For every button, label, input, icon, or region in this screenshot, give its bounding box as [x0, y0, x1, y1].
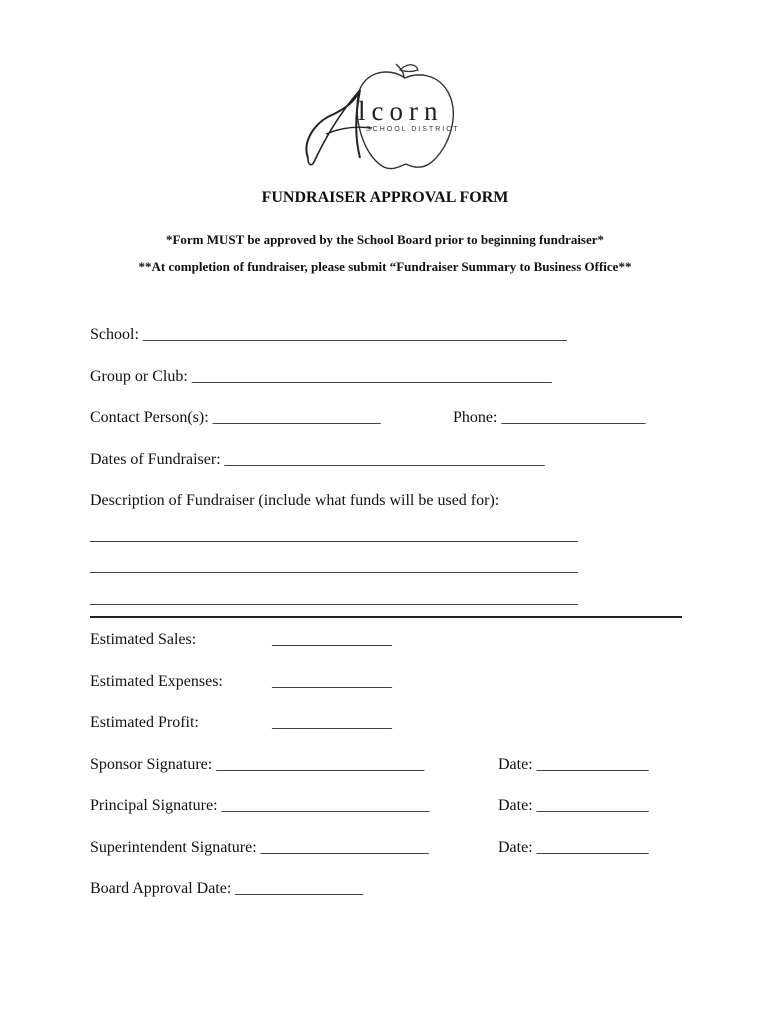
sponsor-date-field[interactable]: Date: ______________ — [498, 756, 649, 773]
description-label: Description of Fundraiser (include what funds will be used for): — [90, 492, 500, 509]
superintendent-date-field[interactable]: Date: ______________ — [498, 839, 649, 856]
estimated-expenses-field[interactable]: _______________ — [272, 673, 392, 690]
section-divider — [90, 616, 682, 618]
form-title: FUNDRAISER APPROVAL FORM — [261, 189, 509, 206]
logo-wordmark: lcorn — [358, 96, 444, 126]
superintendent-signature-field[interactable]: Superintendent Signature: _____________________ — [90, 839, 429, 856]
description-line-3[interactable]: _____________________________________________________________ — [90, 590, 578, 607]
estimated-sales-field[interactable]: _______________ — [272, 631, 392, 648]
group-club-field[interactable]: Group or Club: _____________________________________________ — [90, 368, 552, 385]
logo-subtitle: SCHOOL DISTRICT — [366, 126, 460, 133]
dates-field[interactable]: Dates of Fundraiser: ________________________________________ — [90, 451, 545, 468]
description-line-2[interactable]: _____________________________________________________________ — [90, 558, 578, 575]
contact-person-field[interactable]: Contact Person(s): _____________________ — [90, 409, 381, 426]
estimated-profit-label: Estimated Profit: — [90, 714, 199, 731]
estimated-sales-label: Estimated Sales: — [90, 631, 197, 648]
school-field[interactable]: School: _____________________________________________________ — [90, 326, 567, 343]
estimated-expenses-label: Estimated Expenses: — [90, 673, 223, 690]
completion-note: **At completion of fundraiser, please submit “Fundraiser Summary to Business Office** — [138, 259, 632, 274]
alcorn-logo — [300, 62, 475, 174]
estimated-profit-field[interactable]: _______________ — [272, 714, 392, 731]
sponsor-signature-field[interactable]: Sponsor Signature: __________________________ — [90, 756, 425, 773]
phone-field[interactable]: Phone: __________________ — [453, 409, 646, 426]
description-line-1[interactable]: _____________________________________________________________ — [90, 527, 578, 544]
principal-signature-field[interactable]: Principal Signature: __________________________ — [90, 797, 430, 814]
approval-note: *Form MUST be approved by the School Board prior to beginning fundraiser* — [165, 232, 605, 247]
principal-date-field[interactable]: Date: ______________ — [498, 797, 649, 814]
board-approval-date-field[interactable]: Board Approval Date: ________________ — [90, 880, 364, 897]
